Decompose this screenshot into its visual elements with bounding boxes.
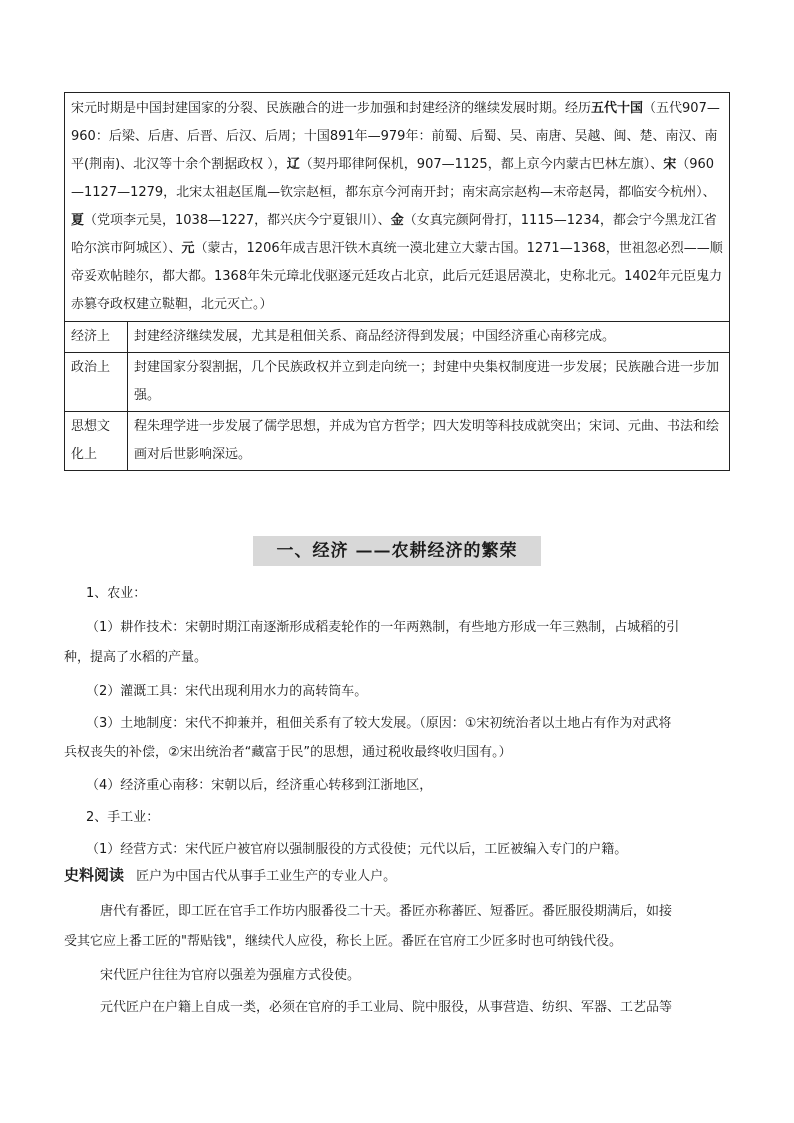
tang-paragraph: 唐代有番匠，即工匠在官手工作坊内服番役二十天。番匠亦称蕃匠、短番匠。番匠服役期满后，如接: [100, 904, 673, 919]
agri-item-3: （3）土地制度：宋代不抑兼并，租佃关系有了较大发展。（原因：①宋初统治者以土地占有作为对武将: [86, 716, 672, 731]
intro-text: （五代907—960：后梁、后唐、后晋、后汉、后周；十国891年—979年：前蜀、后蜀、吴、南唐、吴越、闽、楚、南汉、南平(荆南)、北汉等十余个割据政权 ），: [71, 101, 720, 172]
row-label-culture: 思想文化上: [65, 412, 128, 471]
agri-heading: 1、农业：: [86, 586, 147, 601]
keyword-jin: 金: [390, 213, 404, 228]
tang-paragraph-cont: 受其它应上番工匠的"帮贴钱"，继续代人应役，称长上匠。番匠在官府工少匠多时也可纳钱代役。: [64, 934, 622, 949]
intro-text: （契丹耶律阿保机，907—1125，都上京今内蒙古巴林左旗）、: [299, 157, 664, 172]
row-text-politics: 封建国家分裂割据，几个民族政权并立到走向统一；封建中央集权制度进一步发展；民族融合进一步加强。: [128, 353, 730, 412]
keyword-song: 宋: [663, 157, 677, 172]
agri-item-1-cont: 种，提高了水稻的产量。: [64, 650, 208, 665]
keyword-yuan: 元: [181, 241, 195, 256]
row-label-economy: 经济上: [65, 322, 128, 353]
keyword-liao: 辽: [286, 157, 300, 172]
intro-text: （党项李元昊，1038—1227，都兴庆今宁夏银川）、: [84, 213, 391, 228]
table-row-intro: [65, 93, 730, 322]
row-text-economy: 封建经济继续发展，尤其是租佃关系、商品经济得到发展；中国经济重心南移完成。: [128, 322, 730, 353]
intro-cell: [65, 93, 730, 322]
intro-text: 宋元时期是中国封建国家的分裂、民族融合的进一步加强和封建经济的继续发展时期。经历: [71, 101, 592, 116]
agri-item-4: （4）经济重心南移：宋朝以后，经济重心转移到江浙地区，: [86, 778, 433, 793]
intro-text: （960—1127—1279，北宋太祖赵匡胤—钦宗赵桓，都东京今河南开封；南宋高宗赵构—末帝赵昺，都临安今杭州）、: [71, 157, 716, 200]
agri-item-1: （1）耕作技术：宋朝时期江南逐渐形成稻麦轮作的一年两熟制，有些地方形成一年三熟制，占城稻的引: [86, 620, 680, 635]
row-label-politics: 政治上: [65, 353, 128, 412]
craft-heading: 2、手工业：: [86, 810, 160, 825]
craft-item-1: （1）经营方式：宋代匠户被官府以强制服役的方式役使；元代以后，工匠被编入专门的户籍。: [86, 842, 628, 857]
agri-item-3-cont: 兵权丧失的补偿，②宋出统治者“藏富于民”的思想，通过税收最终收归国有。）: [64, 745, 512, 760]
section-title: 一、经济 ——农耕经济的繁荣: [253, 536, 541, 566]
source-intro: 匠户为中国古代从事手工业生产的专业人户。: [136, 869, 397, 884]
source-reading: [64, 864, 396, 885]
keyword-xia: 夏: [71, 213, 85, 228]
row-text-culture: 程朱理学进一步发展了儒学思想，并成为官方哲学；四大发明等科技成就突出；宋词、元曲、书法和绘画对后世影响深远。: [128, 412, 730, 471]
intro-text: （蒙古，1206年成吉思汗铁木真统一漠北建立大蒙古国。1271—1368，世祖忽必烈——顺帝妥欢帖睦尔，都大都。1368年朱元璋北伐驱逐元廷攻占北京，此后元廷退居漠北，史称北元。1402年元臣鬼力赤篡夺政权建立鞑靼，北元灭亡。）: [71, 241, 723, 312]
agri-item-2: （2）灌溉工具：宋代出现利用水力的高转筒车。: [86, 684, 368, 699]
summary-table: [64, 92, 730, 471]
yuan-paragraph: 元代匠户在户籍上自成一类，必须在官府的手工业局、院中服役，从事营造、纺织、军器、工艺品等: [100, 1000, 673, 1015]
table-row-politics: [65, 353, 730, 412]
table-row-economy: [65, 322, 730, 353]
source-label: 史料阅读: [64, 866, 125, 884]
song-paragraph: 宋代匠户往往为官府以强差为强雇方式役使。: [100, 968, 361, 983]
intro-text: （女真完颜阿骨打，1115—1234，都会宁今黑龙江省哈尔滨市阿城区）、: [71, 213, 717, 256]
table-row-culture: [65, 412, 730, 471]
keyword-five-dynasties: 五代十国: [591, 101, 644, 116]
